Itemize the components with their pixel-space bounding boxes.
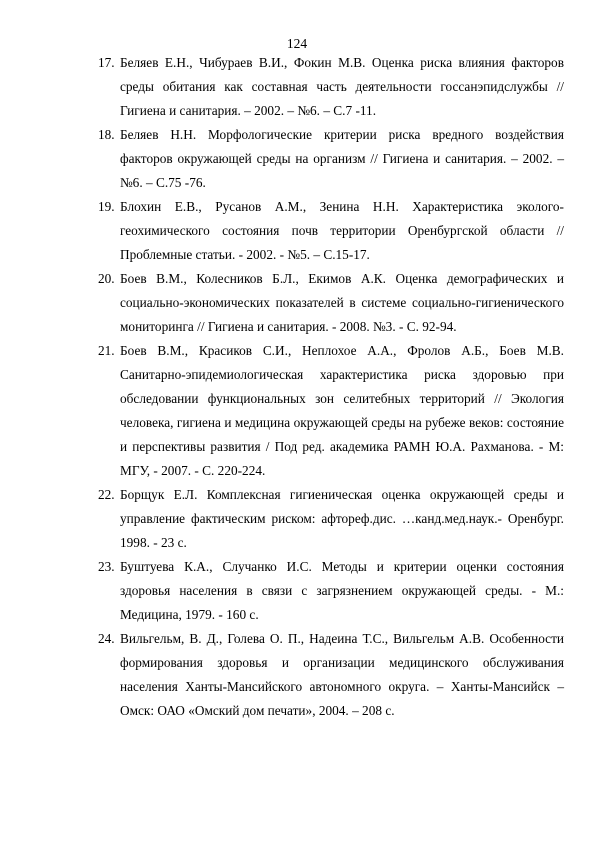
reference-text: Беляев Н.Н. Морфологические критерии риска вредного воздействия факторов окружающей среды на организм // Гигиена и санитария. – 2002. – №6. – С.75 -76. — [120, 127, 564, 190]
reference-item — [98, 195, 564, 267]
reference-number: 18. — [98, 127, 115, 142]
reference-number: 21. — [98, 343, 115, 358]
reference-item — [98, 483, 564, 555]
reference-item — [98, 123, 564, 195]
reference-number: 24. — [98, 631, 115, 646]
reference-text: Борщук Е.Л. Комплексная гигиеническая оценка окружающей среды и управление фактическим риском: афтореф.дис. …канд.мед.наук.- Оренбург. 1998. - 23 с. — [120, 487, 564, 550]
reference-number: 22. — [98, 487, 115, 502]
reference-text: Боев В.М., Красиков С.И., Неплохое А.А., Фролов А.Б., Боев М.В. Санитарно-эпидемиологическая характеристика риска здоровью при обследовании функциональных зон селитебных территорий // Экология человека, гигиена и медицина окружающей среды на рубеже веков: состояние и перспективы развития / Под ред. академика РАМН Ю.А. Рахманова. - М: МГУ, - 2007. - С. 220-224. — [120, 343, 564, 478]
reference-item — [98, 627, 564, 723]
reference-text: Буштуева К.А., Случанко И.С. Методы и критерии оценки состояния здоровья населения в связи с загрязнением окружающей среды. - М.: Медицина, 1979. - 160 с. — [120, 559, 564, 622]
reference-number: 17. — [98, 55, 115, 70]
reference-number: 19. — [98, 199, 115, 214]
reference-item — [98, 267, 564, 339]
reference-text: Беляев Е.Н., Чибураев В.И., Фокин М.В. Оценка риска влияния факторов среды обитания как составная часть деятельности госсанэпидслужбы // Гигиена и санитария. – 2002. – №6. – С.7 -11. — [120, 55, 564, 118]
reference-item — [98, 555, 564, 627]
reference-text: Вильгельм, В. Д., Голева О. П., Надеина Т.С., Вильгельм А.В. Особенности формирования здоровья и организации медицинского обслуживания населения Ханты-Мансийского автономного округа. – Ханты-Мансийск – Омск: ОАО «Омский дом печати», 2004. – 208 с. — [120, 631, 564, 718]
reference-item — [98, 51, 564, 123]
reference-number: 23. — [98, 559, 115, 574]
page-number: 124 — [286, 36, 308, 51]
reference-number: 20. — [98, 271, 115, 286]
reference-list — [98, 51, 564, 723]
reference-text: Боев В.М., Колесников Б.Л., Екимов А.К. Оценка демографических и социально-экономических показателей в системе социально-гигиенического мониторинга // Гигиена и санитария. - 2008. №3. - С. 92-94. — [120, 271, 564, 334]
reference-item — [98, 339, 564, 483]
reference-text: Блохин Е.В., Русанов А.М., Зенина Н.Н. Характеристика эколого-геохимического состояния почв территории Оренбургской области // Проблемные статьи. - 2002. - №5. – С.15-17. — [120, 199, 564, 262]
